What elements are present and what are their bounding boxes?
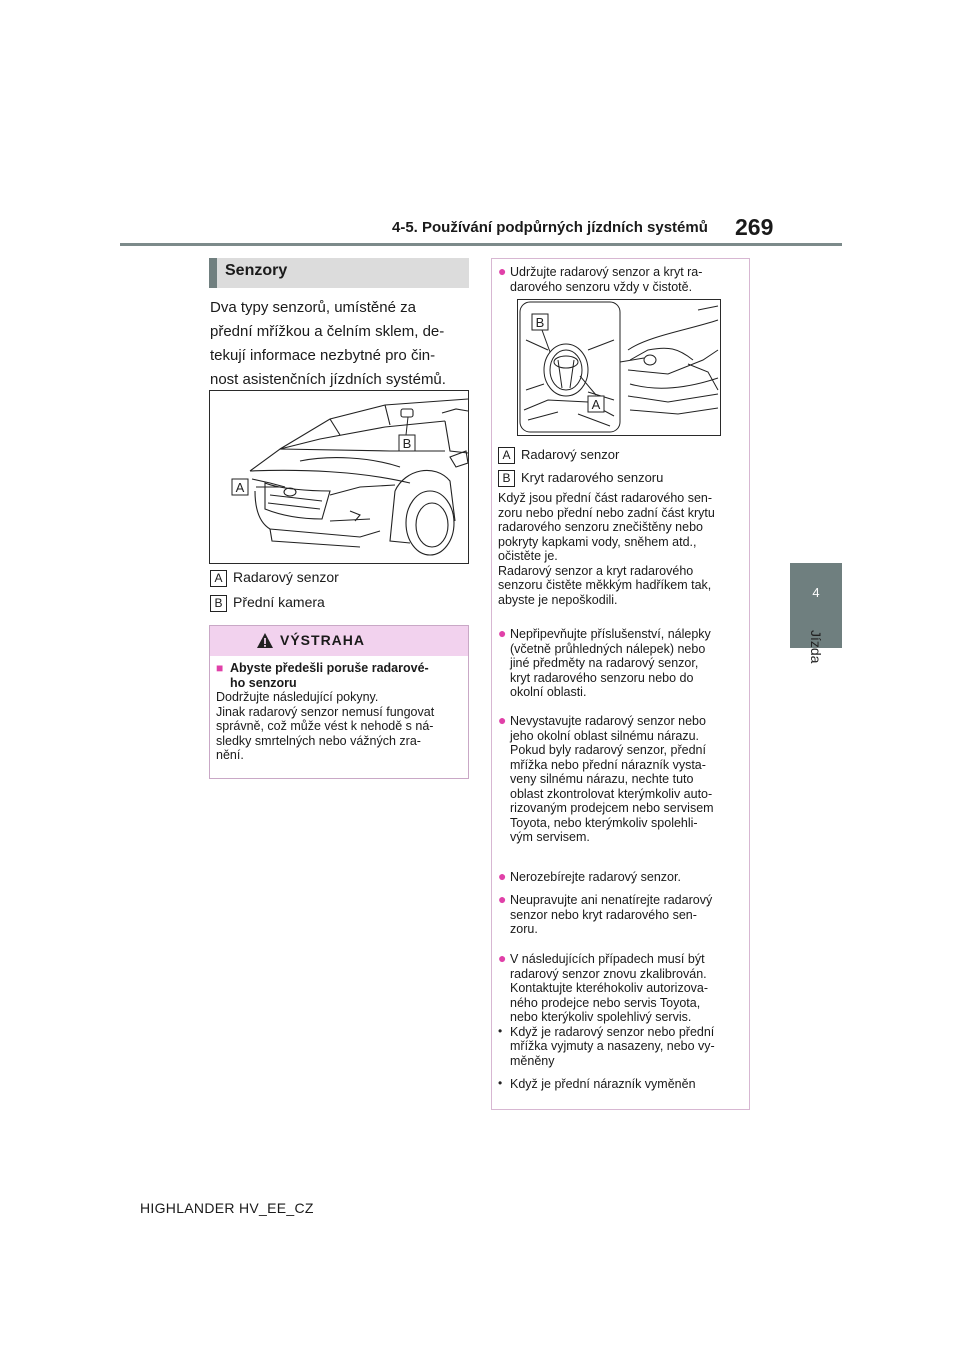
text-line: nebo kterýkoliv spolehlivý servis.: [510, 1010, 692, 1024]
text-line: mřížka vyjmuty a nasazeny, nebo vy-: [510, 1039, 715, 1053]
bullet-keep-clean: [498, 265, 744, 294]
text-line: senzoru čistěte měkkým hadříkem tak,: [498, 578, 712, 592]
text-line: měněny: [510, 1053, 555, 1068]
bullet-dot-icon: ●: [498, 891, 507, 907]
text-line: jiné předměty na radarový senzor,: [510, 656, 699, 670]
legend-radar-sensor: [498, 443, 744, 466]
bullet-dot-icon: ●: [498, 868, 507, 884]
bullet-recalibration: [498, 952, 744, 1092]
bullet-dot-icon: ●: [498, 625, 507, 641]
footer-model-code: HIGHLANDER HV_EE_CZ: [140, 1200, 314, 1216]
legend-text: Přední kamera: [233, 594, 325, 610]
chapter-number: 4: [812, 585, 820, 600]
intro-line: Dva typy senzorů, umístěné za: [210, 299, 416, 316]
warning-body: [216, 661, 462, 763]
sub-bullet-dot-icon: •: [498, 1023, 503, 1038]
subheading-line: Abyste předešli poruše radarové-: [230, 661, 429, 675]
text-line: senzor nebo kryt radarového sen-: [510, 907, 697, 922]
text-line: Když je přední nárazník vyměněn: [510, 1077, 696, 1091]
text-line: (včetně průhledných nálepek) nebo: [510, 641, 706, 656]
text-line: Když jsou přední část radarového sen-: [498, 491, 713, 505]
text-line: oblast zkontrolovat kterýmkoliv auto-: [510, 786, 713, 801]
senzory-intro: [210, 296, 472, 392]
text-line: veny silnému nárazu, nechte tuto: [510, 772, 694, 786]
sub-bullet-grille: [498, 1025, 744, 1069]
bullet-no-disassembly: [498, 870, 744, 885]
warning-line: sledky smrtelných nebo vážných zra-: [216, 733, 421, 748]
legend-text: Radarový senzor: [233, 569, 339, 585]
subheading-line: ho senzoru: [230, 675, 297, 690]
text-line: Nepřipevňujte příslušenství, nálepky: [510, 627, 711, 641]
page-number: 269: [735, 214, 774, 240]
text-line: Když je radarový senzor nebo přední: [510, 1024, 715, 1039]
legend-text: Kryt radarového senzoru: [521, 470, 664, 485]
warning-box: [209, 625, 469, 779]
intro-line: tekují informace nezbytné pro čin-: [210, 347, 436, 364]
text-line: pokryty kapkami vody, sněhem atd.,: [498, 534, 697, 549]
text-line: abyste je nepoškodili.: [498, 592, 618, 607]
legend-radar-sensor: [210, 569, 339, 587]
bullet-dot-icon: ●: [498, 712, 507, 728]
bullet-dot-icon: ●: [498, 950, 507, 966]
text-line: darového senzoru vždy v čistotě.: [510, 279, 693, 294]
text-line: zoru nebo přední nebo zadní část krytu: [498, 505, 715, 520]
suv-drawing: [210, 391, 468, 563]
chapter-label: Jízda: [808, 630, 824, 664]
bullet-no-accessories: [498, 627, 744, 700]
text-line: Toyota, nebo kterýmkoliv spolehli-: [510, 815, 698, 830]
warning-title: VÝSTRAHA: [280, 632, 366, 648]
senzory-heading: Senzory: [225, 262, 288, 279]
warning-triangle-icon: [256, 632, 274, 649]
label-a: A: [591, 397, 601, 412]
label-a: A: [235, 480, 245, 495]
legend-sensor-cover: [498, 466, 744, 489]
text-line: Neupravujte ani nenatírejte radarový: [510, 893, 713, 907]
text-line: jeho okolní oblast silnému nárazu.: [510, 728, 700, 743]
text-line: Radarový senzor a kryt radarového: [498, 563, 694, 578]
legend-key: A: [498, 447, 515, 464]
sub-bullet-bumper: [498, 1077, 744, 1092]
text-line: ného prodejce nebo servis Toyota,: [510, 995, 701, 1010]
header-divider: [120, 243, 842, 246]
text-line: mřížka nebo přední nárazník vysta-: [510, 757, 706, 772]
section-title: 4-5. Používání podpůrných jízdních systémů: [392, 219, 708, 236]
text-line: Kontaktujte kteréhokoliv autorizova-: [510, 981, 709, 995]
warning-line: správně, což může vést k nehodě s ná-: [216, 719, 434, 733]
bullet-no-paint: [498, 893, 744, 937]
label-b: B: [402, 436, 412, 451]
text-line: radarový senzor znovu zkalibrován.: [510, 966, 707, 981]
grille-drawing: [518, 300, 720, 435]
legend-front-camera: [210, 594, 325, 612]
text-line: radarového senzoru znečištěny nebo: [498, 520, 703, 534]
warning-line: Dodržujte následující pokyny.: [216, 690, 379, 704]
senzory-heading-bar: [209, 258, 469, 288]
text-line: okolní oblasti.: [510, 685, 587, 699]
legend-key: B: [210, 595, 227, 612]
right-legend: [498, 443, 744, 489]
text-line: Pokud byly radarový senzor, přední: [510, 743, 706, 757]
text-line: rizovaným prodejcem nebo servisem: [510, 801, 714, 815]
bullet-dot-icon: ●: [498, 263, 507, 279]
text-line: zoru.: [510, 922, 538, 936]
text-line: vým servisem.: [510, 830, 590, 844]
text-line: očistěte je.: [498, 549, 558, 563]
legend-key: A: [210, 570, 227, 587]
car-front-illustration: [209, 390, 469, 564]
warning-line: nění.: [216, 748, 244, 762]
warning-subheading: [216, 661, 462, 690]
warning-line: Jinak radarový senzor nemusí fungovat: [216, 704, 435, 719]
square-bullet-icon: ■: [216, 661, 224, 675]
bullet-no-impact: [498, 714, 744, 845]
warning-header: [210, 626, 468, 656]
text-line: V následujících případech musí být: [510, 952, 705, 966]
care-instructions-box: [491, 258, 750, 1110]
cleaning-paragraphs: [498, 491, 744, 607]
intro-line: nost asistenčních jízdních systémů.: [210, 371, 446, 388]
text-line: Udržujte radarový senzor a kryt ra-: [510, 265, 703, 279]
legend-key: B: [498, 470, 515, 487]
text-line: Nerozebírejte radarový senzor.: [510, 870, 681, 884]
text-line: Nevystavujte radarový senzor nebo: [510, 714, 706, 728]
intro-line: přední mřížkou a čelním sklem, de-: [210, 323, 445, 340]
label-b: B: [535, 315, 545, 330]
radar-sensor-illustration: [517, 299, 721, 436]
legend-text: Radarový senzor: [521, 447, 620, 462]
text-line: kryt radarového senzoru nebo do: [510, 670, 694, 685]
sub-bullet-dot-icon: •: [498, 1076, 503, 1090]
